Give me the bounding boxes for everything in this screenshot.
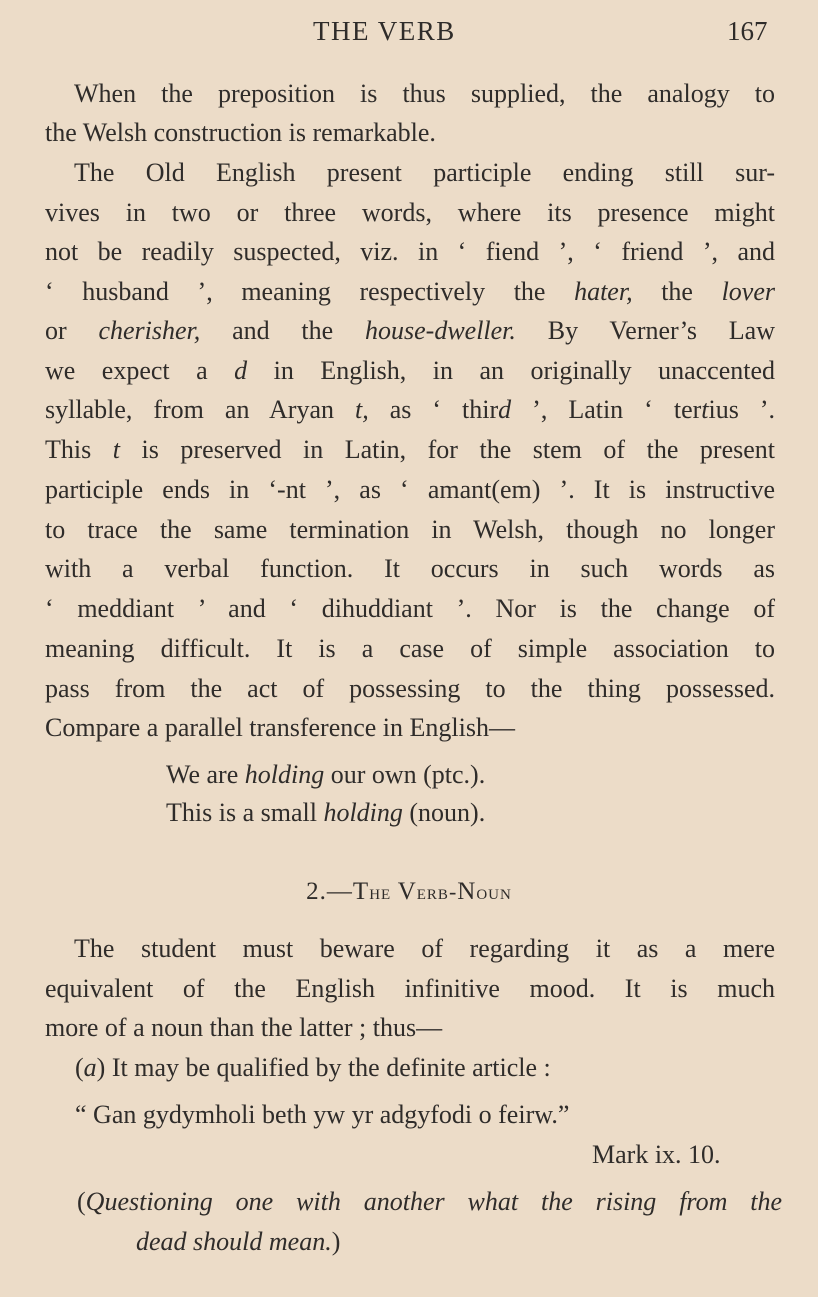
italic-word: holding — [244, 760, 325, 789]
italic-word: hater, — [574, 277, 633, 306]
italic-letter: d — [234, 356, 248, 385]
paragraph-2-line-7 — [45, 395, 775, 425]
paragraph-3-line-1: The student must beware of regarding it as a mere — [74, 934, 775, 963]
paren: ) — [331, 1227, 341, 1256]
scripture-reference: Mark ix. 10. — [592, 1140, 721, 1169]
text-run: is preserved in Latin, for the stem of the present — [120, 435, 775, 464]
example-1 — [166, 760, 766, 790]
italic-word: holding — [323, 798, 403, 827]
paragraph-2-line-1: The Old English present participle ending still sur- — [74, 158, 775, 187]
paragraph-2-line-15: Compare a parallel transference in English— — [45, 713, 515, 742]
paragraph-3-line-3: more of a noun than the latter ; thus— — [45, 1013, 443, 1042]
paragraph-1-line-1: When the preposition is thus supplied, the analogy to — [74, 79, 775, 108]
section-heading — [0, 878, 818, 906]
paragraph-1-line-2: the Welsh construction is remarkable. — [45, 118, 436, 147]
item-letter: a — [83, 1053, 97, 1082]
paragraph-2-line-12: ‘ meddiant ’ and ‘ dihuddiant ’. Nor is the change of — [45, 594, 775, 623]
italic-letter: t, — [355, 395, 369, 424]
paragraph-3-line-2: equivalent of the English infinitive mood. It is much — [45, 974, 775, 1003]
text-run: in English, in an originally unaccented — [247, 356, 776, 385]
text-run: This — [45, 435, 113, 464]
paragraph-2-line-6 — [45, 356, 775, 386]
text-run: ’, Latin ‘ ter — [511, 395, 702, 424]
italic-word: house-dweller. — [365, 316, 516, 345]
running-head — [0, 16, 818, 56]
paragraph-2-line-8 — [45, 435, 775, 465]
text-run: ‘ husband ’, meaning respectively the — [45, 277, 575, 306]
text-run: our own (ptc.). — [324, 760, 486, 789]
example-2 — [166, 798, 766, 828]
italic-letter: d — [498, 395, 512, 424]
paragraph-2-line-4 — [45, 277, 775, 307]
italic-word: lover — [721, 277, 775, 306]
text-run: This is a small — [166, 798, 324, 827]
welsh-quotation: “ Gan gydymholi beth yw yr adgyfodi o feirw.” — [75, 1100, 570, 1129]
translation-line-2 — [136, 1227, 776, 1257]
paragraph-2-line-2: vives in two or three words, where its presence might — [45, 198, 775, 227]
translation-text: dead should mean. — [136, 1227, 332, 1256]
italic-letter: t — [112, 435, 120, 464]
paragraph-2-line-13: meaning difficult. It is a case of simple association to — [45, 634, 775, 663]
running-title: THE VERB — [313, 16, 456, 46]
item-text: It may be qualified by the definite article : — [105, 1053, 551, 1082]
page-number: 167 — [727, 16, 768, 46]
text-run: By Verner’s Law — [515, 316, 775, 345]
text-run: and the — [200, 316, 365, 345]
heading-rest: erb- — [416, 879, 458, 904]
translation-line-1 — [77, 1187, 782, 1217]
heading-initial: N — [457, 878, 477, 905]
text-run: the — [632, 277, 722, 306]
text-run: we expect a — [45, 356, 235, 385]
italic-letter: t — [701, 395, 709, 424]
heading-rest: he — [369, 879, 398, 904]
paragraph-2-line-14: pass from the act of possessing to the thing possessed. — [45, 674, 775, 703]
paragraph-2-line-10: to trace the same termination in Welsh, though no longer — [45, 515, 775, 544]
text-run: (noun). — [402, 798, 486, 827]
text-run: or — [45, 316, 99, 345]
text-run: as ‘ thir — [368, 395, 499, 424]
section-number: 2.— — [306, 878, 353, 905]
heading-initial: T — [352, 878, 370, 905]
text-run: syllable, from an Aryan — [45, 395, 355, 424]
text-run: ius ’. — [708, 395, 775, 424]
heading-initial: V — [397, 878, 417, 905]
paren: ( — [75, 1053, 84, 1082]
paragraph-2-line-11: with a verbal function. It occurs in such words as — [45, 554, 775, 583]
paragraph-2-line-9: participle ends in ‘-nt ’, as ‘ amant(em) ’. It is instructive — [45, 475, 775, 504]
paren: ( — [77, 1187, 86, 1216]
paragraph-2-line-5 — [45, 316, 775, 346]
italic-word: cherisher, — [98, 316, 201, 345]
text-run: We are — [166, 760, 245, 789]
paren: ) — [96, 1053, 106, 1082]
paragraph-2-line-3: not be readily suspected, viz. in ‘ fiend ’, ‘ friend ’, and — [45, 237, 775, 266]
item-a — [75, 1053, 775, 1083]
translation-text: Questioning one with another what the rising from the — [85, 1187, 782, 1216]
heading-rest: oun — [476, 879, 512, 904]
